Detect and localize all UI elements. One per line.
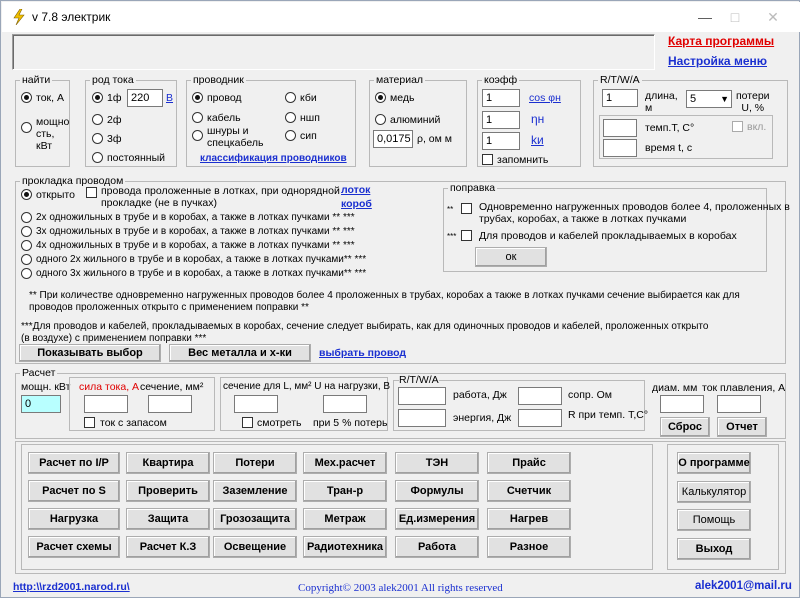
radio-cords[interactable] [192,130,203,141]
time-input[interactable] [603,139,637,157]
note2: ***Для проводов и кабелей, прокладываемых в коробах, сечение следует выбирать, как для одиночных проводов и кабелей, проложенных открыто (в воздухе) с применением поправки *** [21,321,709,344]
title-bar [2,2,800,32]
label-sip: сип [300,130,317,142]
time-label: время t, с [645,142,693,154]
resist-label: сопр. Ом [568,389,612,401]
rho-label: ρ, ом м [417,133,453,145]
label-aluminium: алюминий [390,114,441,126]
section-output[interactable] [148,395,192,413]
loss-select[interactable] [686,90,732,108]
radio-kbi[interactable] [285,92,296,103]
rtemp-label: R при темп. T,C° [568,409,649,421]
remember-label: запомнить [497,154,549,166]
grid-button[interactable]: Формулы [395,480,479,502]
eta-link[interactable]: ηн [531,112,545,126]
coef-legend: коэфф [484,74,518,86]
tray-link[interactable]: лоток [341,184,371,196]
display-panel [12,34,655,70]
reset-button[interactable]: Сброс [660,417,710,437]
melt-label: ток плавления, А [702,382,786,394]
grid-button[interactable]: Расчет по S [28,480,120,502]
correction2-checkbox[interactable] [461,230,472,241]
radio-nsh[interactable] [285,112,296,123]
minimize-icon[interactable]: — [698,9,712,25]
radio-laying-1[interactable] [21,212,32,223]
correction-legend: поправка [450,182,496,194]
copyright: Copyright© 2003 alek2001 All rights reserved [298,582,503,594]
conductor-legend: проводник [193,74,244,86]
radio-3phase[interactable] [92,133,103,144]
laying-legend: прокладка проводом [22,175,124,187]
about-button[interactable]: О программе [677,452,751,474]
note1: ** При количестве одновременно нагруженных проводов более 4 проложенных в трубах, коробах а также в лотках пучками сечение выбирается как для проводов проложенных открыто с применением поправки ** [29,290,740,313]
resist-output[interactable] [518,387,562,405]
cos-link[interactable]: cos φн [529,92,561,104]
laying-option-label: одного 2х жильного в трубе и в коробах, а также в лотках пучками** *** [36,254,367,265]
choose-wire-link[interactable]: выбрать провод [319,347,407,359]
eta-input[interactable]: 1 [482,111,520,129]
rtwa-legend: R/T/W/A [600,74,640,86]
loss5-label: при 5 % потерь [313,417,388,429]
curtype-legend: род тока [92,74,134,86]
temp-input[interactable] [603,119,637,137]
show-choice-button[interactable]: Показывать выбор [19,344,161,362]
loss-label: потери U, % [736,90,770,114]
radio-current[interactable] [21,92,32,103]
grid-button[interactable]: Работа [395,536,479,558]
radio-laying-3[interactable] [21,240,32,251]
energy-output[interactable] [398,409,446,427]
correction1-label: Одновременно нагруженных проводов более 4, проложенных в трубах, коробах, а также в лотках пучками [479,201,790,225]
map-link[interactable]: Карта программы [668,34,775,48]
ki-link[interactable]: kи [531,133,544,147]
label-current: ток, А [36,92,64,104]
correction-mark2: *** [447,232,457,241]
grid-button[interactable]: Проверить [126,480,210,502]
diam-output[interactable] [660,395,704,413]
rho-input[interactable]: 0,0175 [373,130,413,148]
maximize-icon[interactable]: □ [730,9,740,25]
enable-checkbox[interactable] [732,121,743,132]
current-label: сила тока, А [79,381,140,393]
cos-input[interactable]: 1 [482,89,520,107]
radio-open[interactable] [21,189,32,200]
site-link[interactable]: http:\\rzd2001.narod.ru\ [13,581,130,593]
length-label: длина, м [645,90,678,114]
label-cable: кабель [207,112,241,124]
rtemp-output[interactable] [518,409,562,427]
radio-2phase[interactable] [92,114,103,125]
grid-button[interactable]: Заземление [213,480,297,502]
laying-option-label: 4х одножильных в трубе и в коробах, а также в лотках пучками ** *** [36,240,355,251]
voltage-unit-link[interactable]: В [166,92,174,104]
grid-button[interactable]: Нагрев [487,508,571,530]
diam-label: диам. мм [652,382,698,394]
grid-button[interactable]: Расчет по I/P [28,452,120,474]
grid-button[interactable]: ТЭН [395,452,479,474]
label-open: открыто [36,189,75,201]
watch-checkbox[interactable] [242,417,253,428]
current-output[interactable] [84,395,128,413]
label-2phase: 2ф [107,114,122,126]
remember-checkbox[interactable] [482,154,493,165]
label-wire: провод [207,92,242,104]
label-3phase: 3ф [107,133,122,145]
radio-dc[interactable] [92,152,103,163]
grid-button[interactable]: Счетчик [487,480,571,502]
radio-laying-5[interactable] [21,268,32,279]
radio-power[interactable] [21,122,32,133]
label-power: мощно сть, кВт [36,116,70,152]
correction1-checkbox[interactable] [461,203,472,214]
material-legend: материал [376,74,424,86]
section-label: сечение, мм² [140,381,204,393]
radio-wire[interactable] [192,92,203,103]
lightning-icon [12,9,26,25]
classify-link[interactable]: классификация проводников [200,153,347,164]
email-link[interactable]: alek2001@mail.ru [695,580,792,592]
grid-button[interactable]: Нагрузка [28,508,120,530]
calculator-button[interactable]: Калькулятор [677,481,751,503]
label-nsh: ншп [300,112,320,124]
radio-aluminium[interactable] [375,114,386,125]
grid-button[interactable]: Грозозащита [213,508,297,530]
grid-button[interactable]: Ед.измерения [395,508,479,530]
stock-checkbox[interactable] [84,417,95,428]
work-output[interactable] [398,387,446,405]
radio-laying-4[interactable] [21,254,32,265]
grid-button[interactable]: Тран-р [303,480,387,502]
find-legend: найти [22,74,51,86]
grid-button[interactable]: Расчет К.З [126,536,210,558]
sectL-label: сечение для L, мм² U на нагрузки, В [223,381,391,392]
label-cords: шнуры и спецкабель [207,125,264,149]
label-copper: медь [390,92,415,104]
settings-link[interactable]: Настройка меню [668,54,767,68]
energy-label: энергия, Дж [453,412,512,424]
grid-button[interactable]: Метраж [303,508,387,530]
box-link[interactable]: короб [341,198,372,210]
ok-button[interactable]: ок [475,247,547,267]
stock-label: ток с запасом [100,417,167,429]
correction-mark1: ** [447,205,454,214]
enable-label: вкл. [747,121,767,133]
radio-copper[interactable] [375,92,386,103]
watch-label: смотреть [257,417,302,429]
length-input[interactable]: 1 [602,89,638,107]
calc-legend: Расчет [22,367,56,379]
melt-output[interactable] [717,395,761,413]
correction2-label: Для проводов и кабелей прокладываемых в коробах [479,230,737,242]
chevron-down-icon: ▼ [720,94,729,104]
report-button[interactable]: Отчет [717,417,767,437]
laying-option-label: 3х одножильных в трубе и в коробах, а также в лотках пучками ** *** [36,226,355,237]
sectL-output[interactable] [234,395,278,413]
grid-button[interactable]: Освещение [213,536,297,558]
label-kbi: кби [300,92,317,104]
grid-button[interactable]: Потери [213,452,297,474]
grid-button[interactable]: Расчет схемы [28,536,120,558]
grid-button[interactable]: Квартира [126,452,210,474]
grid-button[interactable]: Прайс [487,452,571,474]
grid-button[interactable]: Радиотехника [303,536,387,558]
laying-option-label: одного 3х жильного в трубе и в коробах, а также в лотках пучками** *** [36,268,367,279]
voltage-load-output[interactable] [323,395,367,413]
temp-label: темп.T, C° [645,122,695,134]
exit-button[interactable]: Выход [677,538,751,560]
trays-label: провода проложенные в лотках, при однорядной прокладке (не в пучках) [101,185,340,209]
grid-button[interactable]: Разное [487,536,571,558]
grid-button[interactable]: Мех.расчет [303,452,387,474]
rtwa-bottom-legend: R/T/W/A [399,374,439,386]
help-button[interactable]: Помощь [677,509,751,531]
radio-sip[interactable] [285,130,296,141]
power-input[interactable]: 0 [21,395,61,413]
label-1phase: 1ф [107,92,122,104]
label-dc: постоянный [107,152,166,164]
work-label: работа, Дж [453,389,507,401]
laying-option-label: 2х одножильных в трубе и в коробах, а также в лотках пучками ** *** [36,212,355,223]
radio-1phase[interactable] [92,92,103,103]
metal-weight-button[interactable]: Вес металла и х-ки [169,344,311,362]
trays-checkbox[interactable] [86,187,97,198]
radio-cable[interactable] [192,112,203,123]
ki-input[interactable]: 1 [482,132,520,150]
close-icon[interactable]: ✕ [767,9,779,25]
radio-laying-2[interactable] [21,226,32,237]
grid-button[interactable]: Защита [126,508,210,530]
voltage-input[interactable]: 220 [127,89,163,107]
power-label: мощн. кВт [21,381,71,393]
loss-value: 5 [690,93,697,105]
window-title: v 7.8 электрик [32,10,111,24]
